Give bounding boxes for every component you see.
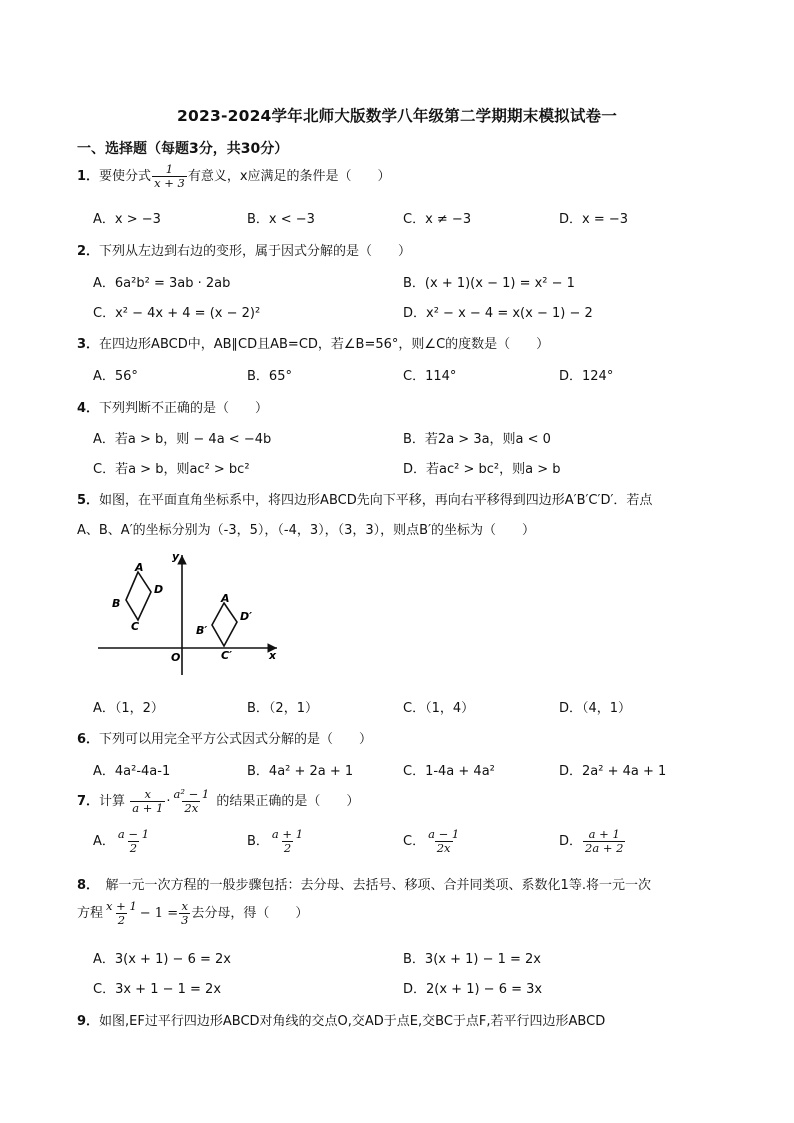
option-a[interactable] [93,828,152,855]
fraction: $\frac{\text{a² − 1}}{2x}$ [173,787,210,815]
question-text: 去分母，得（ ） [191,906,309,921]
option-d[interactable] [559,828,626,855]
option-b[interactable]: B．65° [247,369,292,384]
question-4 [77,397,268,416]
option-b[interactable]: B．x < −3 [247,212,315,227]
fig-label: C [131,620,140,633]
question-number: 6． [77,732,100,747]
question-6 [77,728,372,747]
fraction: $\frac{x}{3}$ [181,899,189,927]
quadrilateral-abcd [126,572,151,620]
question-1 [77,163,391,190]
question-number: 5． [77,493,100,508]
question-5 [77,489,652,508]
option-c[interactable]: C．3x + 1 − 1 = 2x [93,982,222,997]
fig-label: D [154,583,164,596]
section-heading: 一、选择题（每题3分，共30分） [77,141,289,157]
option-b[interactable]: B．若2a > 3a，则a < 0 [403,432,551,447]
question-text: 要使分式 [99,169,152,184]
fig-label: y [172,550,180,563]
question-number: 8． [77,878,93,893]
question-3 [77,333,549,352]
fraction: $\frac{a - 1}{2}$ [117,827,150,855]
option-d[interactable]: D．若ac² > bc²，则a > b [403,462,561,477]
option-c[interactable]: C．1-4a + 4a² [403,764,495,779]
question-text: 方程 [77,906,104,921]
option-c[interactable] [403,828,462,855]
fig-label: C′ [221,649,232,662]
option-c[interactable]: C．若a > b，则ac² > bc² [93,462,250,477]
question-2 [77,240,411,259]
fig-label: A [221,592,230,605]
fraction: $\frac{a - 1}{2x}$ [428,827,460,855]
fraction: $\frac{1}{x + 3}$ [154,162,185,190]
question-text: 如图,EF过平行四边形ABCD对角线的交点O,交AD于点E,交BC于点F,若平行四边形ABCD [99,1014,606,1029]
question-number: 9． [77,1014,100,1029]
question-text: 如图，在平面直角坐标系中，将四边形ABCD先向下平移，再向右平移得到四边形A′B′C′D′．若点 [99,493,653,508]
option-c[interactable]: C．x² − 4x + 4 = (x − 2)² [93,306,261,321]
fraction: $\frac{x + 1}{2}$ [106,899,137,927]
question-text: 在四边形ABCD中，AB∥CD且AB=CD，若∠B=56°，则∠C的度数是（ ） [99,337,550,352]
option-label: D． [559,834,583,849]
fig-label: O [171,651,181,664]
option-b[interactable]: B．4a² + 2a + 1 [247,764,354,779]
question-number: 4． [77,401,100,416]
fig-label: A [135,561,144,574]
fig-label: x [269,649,277,662]
question-text: 计算 [99,794,126,809]
option-a[interactable]: A．3(x + 1) − 6 = 2x [93,952,231,967]
fraction: $\frac{a + 1}{2a + 2}$ [585,827,624,855]
option-b[interactable]: B．(x + 1)(x − 1) = x² − 1 [403,276,575,291]
question-text: 下列判断不正确的是（ ） [99,401,269,416]
question-9 [77,1010,605,1029]
question-number: 7． [77,794,100,809]
option-d[interactable]: D．2(x + 1) − 6 = 3x [403,982,543,997]
question-7 [77,788,359,815]
option-b[interactable] [247,828,306,855]
fraction: $\frac{a + 1}{2}$ [271,827,304,855]
question-number: 2． [77,244,100,259]
question-text: 的结果正确的是（ ） [216,794,360,809]
fraction: $\frac{x}{a + 1}$ [132,787,164,815]
option-c[interactable]: C．114° [403,369,457,384]
option-a[interactable]: A．4a²-4a-1 [93,764,171,779]
option-d[interactable]: D．x = −3 [559,212,629,227]
option-c[interactable]: C．（1，4） [403,701,475,716]
equation-part: − 1 = [139,906,179,921]
option-label: A． [93,834,115,849]
fig-label: B [112,597,121,610]
option-b[interactable]: B．3(x + 1) − 1 = 2x [403,952,542,967]
question-8-line-2 [77,900,308,927]
option-a[interactable]: A．若a > b，则 − 4a < −4b [93,432,272,447]
quadrilateral-a-prime [212,603,237,646]
option-b[interactable]: B．（2，1） [247,701,318,716]
question-text: 下列可以用完全平方公式因式分解的是（ ） [99,732,373,747]
question-text: 下列从左边到右边的变形，属于因式分解的是（ ） [99,244,412,259]
fig-label: B′ [196,624,208,637]
exam-title: 2023-2024学年北师大版数学八年级第二学期期末模拟试卷一 [177,107,617,125]
question-8 [77,874,651,893]
question-text: 有意义，x应满足的条件是（ ） [187,169,391,184]
option-a[interactable]: A．56° [93,369,138,384]
question-text: 解一元一次方程的一般步骤包括：去分母、去括号、移项、合并同类项、系数化1等.将一元一次 [92,878,651,893]
question-number: 3． [77,337,100,352]
option-label: B． [247,834,269,849]
option-c[interactable]: C．x ≠ −3 [403,212,472,227]
option-a[interactable]: A．x > −3 [93,212,161,227]
option-a[interactable]: A．（1，2） [93,701,164,716]
option-label: C． [403,834,426,849]
option-d[interactable]: D．124° [559,369,614,384]
multiply-dot: · [166,794,171,809]
option-d[interactable]: D．（4，1） [559,701,632,716]
question-5-line-2: A、B、A′的坐标分别为（-3，5），（-4，3），（3，3），则点B′的坐标为（ ） [77,523,536,538]
option-d[interactable]: D．x² − x − 4 = x(x − 1) − 2 [403,306,593,321]
option-d[interactable]: D．2a² + 4a + 1 [559,764,667,779]
option-a[interactable]: A．6a²b² = 3ab · 2ab [93,276,231,291]
coordinate-figure [95,545,285,680]
question-number: 1． [77,169,100,184]
fig-label: D′ [240,610,253,623]
